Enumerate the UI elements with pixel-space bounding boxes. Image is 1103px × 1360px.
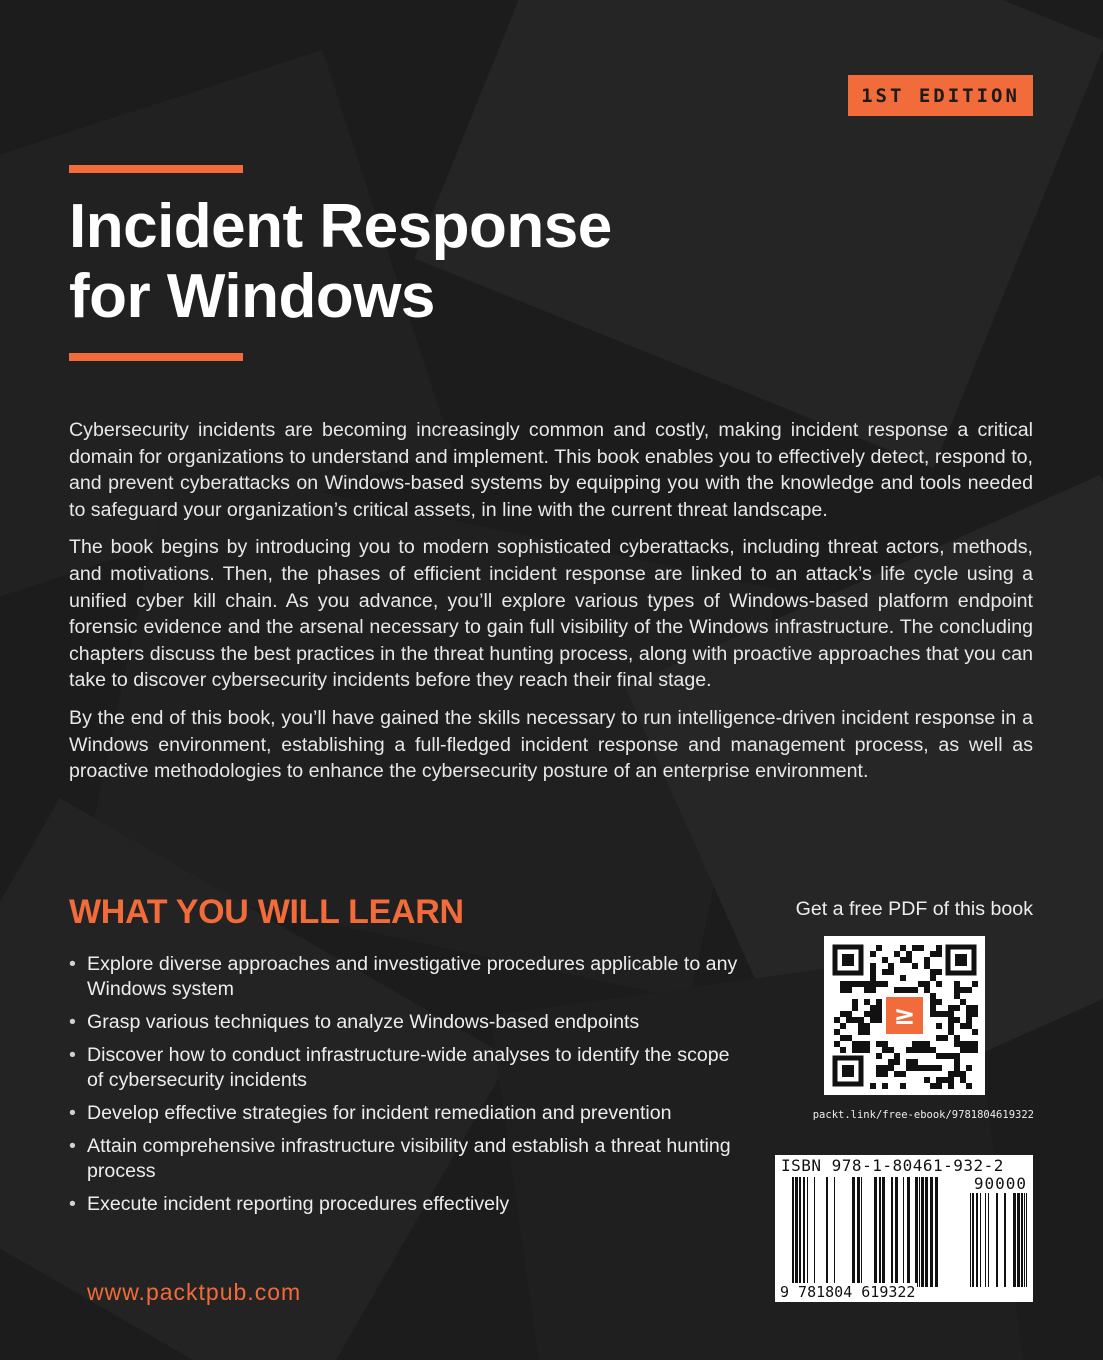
list-item [69,1192,749,1217]
title-rule-bottom [69,353,243,361]
description-paragraph: The book begins by introducing you to modern sophisticated cyberattacks, including threat actors, methods, and motivations. Then, the phases of efficient incident response are linked to an attack’s life cycle using a unified cyber kill chain. As you advance, you’ll explore various types of Windows-based platform endpoint forensic evidence and the arsenal necessary to gain full visibility of the Windows infrastructure. The concluding chapters discuss the best practices in the threat hunting process, along with proactive approaches that you can take to discover cybersecurity incidents before they reach their final stage. [69,536,1033,692]
learn-item-text: Attain comprehensive infrastructure visibility and establish a threat hunting process [87,1135,731,1182]
list-item [69,1010,749,1035]
ean-number: 9 781804 619322 [780,1283,916,1301]
learn-item-text: Execute incident reporting procedures effectively [87,1193,510,1215]
description-paragraph: By the end of this book, you’ll have gained the skills necessary to run intelligence-driven incident response in a Windows environment, establishing a full-fledged incident response and management process, as well as proactive methodologies to enhance the cybersecurity posture of an enterprise environment. [69,706,1033,783]
learn-list [69,952,749,1225]
title-line-1: Incident Response [69,192,612,261]
title-rule-top [69,165,243,173]
list-item [69,1101,749,1126]
learn-item-text: Grasp various techniques to analyze Windows-based endpoints [87,1011,640,1033]
list-item [69,1043,749,1093]
free-pdf-label: Get a free PDF of this book [795,898,1033,920]
list-item [69,952,749,1002]
publisher-website[interactable]: www.packtpub.com [87,1279,302,1305]
bullet-icon: • [69,1011,76,1033]
bullet-icon: • [69,1135,76,1157]
bullet-icon: • [69,953,76,975]
learn-item-text: Develop effective strategies for incident remediation and prevention [87,1102,672,1124]
price-code: 90000 [973,1174,1027,1193]
title-line-2: for Windows [69,262,435,331]
isbn-number: ISBN 978-1-80461-932-2 [781,1156,1004,1175]
packt-logo-icon: ≥ [893,1001,916,1031]
book-title [69,192,612,332]
bullet-icon: • [69,1193,76,1215]
qr-code-icon [824,936,985,1095]
learn-item-text: Explore diverse approaches and investigative procedures applicable to any Windows system [87,953,738,1000]
learn-heading: WHAT YOU WILL LEARN [69,893,464,931]
learn-item-text: Discover how to conduct infrastructure-wide analyses to identify the scope of cybersecurity incidents [87,1044,730,1091]
list-item [69,1134,749,1184]
book-description [69,417,1033,796]
edition-badge: 1ST EDITION [848,75,1033,116]
isbn-barcode [775,1155,1033,1302]
qr-code[interactable] [824,936,985,1095]
description-paragraph: Cybersecurity incidents are becoming increasingly common and costly, making incident response a critical domain for organizations to understand and implement. This book enables you to effectively detect, respond to, and prevent cyberattacks on Windows-based systems by equipping you with the knowledge and tools needed to safeguard your organization’s critical assets, in line with the current threat landscape. [69,419,1033,521]
bullet-icon: • [69,1044,76,1066]
bullet-icon: • [69,1102,76,1124]
free-ebook-link[interactable]: packt.link/free-ebook/9781804619322 [812,1109,1034,1121]
